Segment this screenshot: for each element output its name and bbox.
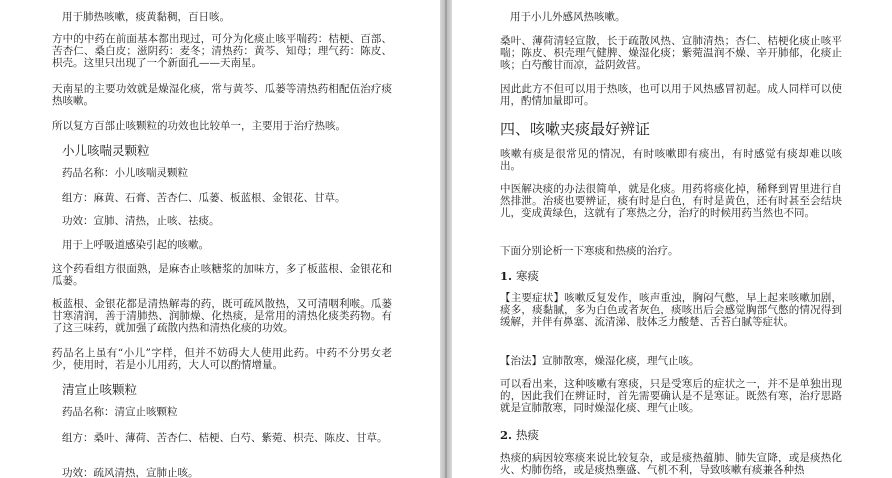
paragraph: 药品名上虽有“小儿”字样，但并不妨碍大人使用此药。中药不分男女老少，使用时，若是小儿用药，大人可以酌情增量。 [52, 347, 392, 371]
paragraph: 组方：麻黄、石膏、苦杏仁、瓜蒌、板蓝根、金银花、甘草。 [62, 192, 346, 204]
paragraph: 功效：疏风清热，宣肺止咳。 [62, 467, 199, 478]
left-page [0, 0, 440, 478]
paragraph: 【治法】宣肺散寒，燥湿化痰，理气止咳。 [500, 355, 700, 367]
paragraph: 所以复方百部止咳颗粒的功效也比较单一，主要用于治疗热咳。 [52, 120, 346, 132]
drug-section-heading: 小儿咳喘灵颗粒 [62, 143, 150, 158]
paragraph: 板蓝根、金银花都是清热解毒的药，既可疏风散热，又可清咽利喉。瓜蒌甘寒清润，善于清肺热、润肺燥、化热痰，是常用的清热化痰类药物。有了这三味药，就加强了疏散内热和清热化痰的功效。 [52, 298, 392, 334]
paragraph: 组方：桑叶、薄荷、苦杏仁、桔梗、白芍、紫菀、枳壳、陈皮、甘草。 [62, 432, 388, 444]
paragraph: 因此此方不但可以用于热咳，也可以用于风热感冒初起。成人同样可以使用，酌情加量即可。 [500, 83, 842, 107]
subsection-title: 热痰 [516, 428, 540, 442]
paragraph: 天南星的主要功效就是燥湿化痰，常与黄芩、瓜蒌等清热药相配伍治疗痰热咳嗽。 [52, 83, 392, 107]
subsection-title: 寒痰 [516, 269, 540, 283]
paragraph: 药品名称：清宣止咳颗粒 [62, 406, 178, 418]
paragraph: 热痰的病因较寒痰来说比较复杂，或是痰热蕴肺、肺失宣降，或是痰热化火、灼肺伤络，或是痰热壅盛、气机不利，导致咳嗽有痰兼各种热 [500, 452, 842, 476]
paragraph: 用于小儿外感风热咳嗽。 [510, 11, 626, 23]
paragraph: 药品名称：小儿咳喘灵颗粒 [62, 167, 188, 179]
paragraph: 下面分别论析一下寒痰和热痰的治疗。 [500, 245, 679, 257]
paragraph: 用于肺热咳嗽，痰黄黏稠，百日咳。 [62, 11, 230, 23]
paragraph: 功效：宣肺、清热，止咳、祛痰。 [62, 215, 220, 227]
chapter-section-heading: 四、咳嗽夹痰最好辨证 [500, 120, 651, 138]
paragraph: 【主要症状】咳嗽反复发作，咳声重浊，胸闷气憋，早上起来咳嗽加剧，痰多，痰黏腻，多为白色或者灰色，痰咳出后会感觉胸部气憋的情况得到缓解，并伴有鼻塞、流清涕、肢体乏力酸楚、舌苔白腻等症状。 [500, 292, 842, 328]
right-page [452, 0, 892, 478]
paragraph: 这个药看组方很面熟，是麻杏止咳糖浆的加味方，多了板蓝根、金银花和瓜蒌。 [52, 263, 392, 287]
drug-section-heading: 清宣止咳颗粒 [62, 382, 138, 397]
paragraph: 桑叶、薄荷清轻宣散，长于疏散风热、宣肺清热；杏仁、桔梗化痰止咳平喘；陈皮、枳壳理气健脾、燥湿化痰；紫菀温润不燥、辛开肺郁，化痰止咳；白芍酸甘而凉，益阴敛营。 [500, 35, 842, 71]
subsection-number: 2. [500, 428, 513, 442]
paragraph: 中医解决痰的办法很简单，就是化痰。用药将痰化掉，稀释到胃里进行自然排泄。治痰也要辨证，痰有时是白色，有时是黄色，还有时甚至会结块儿，变成黄绿色，这就有了寒热之分，治疗的时候用药当然也不同。 [500, 183, 842, 219]
subsection-number: 1. [500, 269, 513, 283]
subsection-heading [500, 428, 842, 442]
paragraph: 可以看出来，这种咳嗽有寒痰，只是受寒后的症状之一，并不是单独出现的，因此我们在辨证时，首先需要确认是不是寒证。既然有寒，治疗思路就是宣肺散寒，同时燥湿化痰、理气止咳。 [500, 378, 842, 414]
subsection-heading [500, 269, 842, 283]
paragraph: 咳嗽有痰是很常见的情况，有时咳嗽即有痰出，有时感觉有痰却难以咳出。 [500, 148, 842, 172]
paragraph: 方中的中药在前面基本都出现过，可分为化痰止咳平喘药：桔梗、百部、苦杏仁、桑白皮；滋阴药：麦冬；清热药：黄芩、知母；理气药：陈皮、枳壳。这里只出现了一个新面孔——天南星。 [52, 33, 392, 69]
paragraph: 用于上呼吸道感染引起的咳嗽。 [62, 239, 209, 251]
page-gutter [440, 0, 452, 478]
